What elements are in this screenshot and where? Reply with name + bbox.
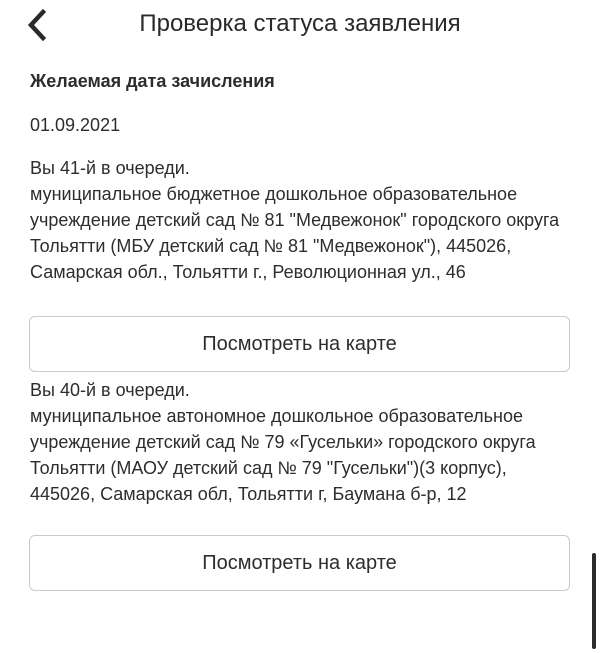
- application-status-content: [30, 66, 575, 591]
- desired-date-value: 01.09.2021: [30, 115, 121, 135]
- institution-address: муниципальное автономное дошкольное образовательное учреждение детский сад № 79 «Гусельки» городского округа Тольятти (МАОУ детский сад № 79 "Гусельки")(3 корпус), 445026, Самарская обл, Тольятти г, Баумана б-р, 12: [30, 406, 536, 504]
- queue-entry: [30, 377, 575, 507]
- queue-position: Вы 41-й в очереди.: [30, 158, 190, 178]
- view-on-map-button[interactable]: Посмотреть на карте: [29, 316, 570, 372]
- scrollbar[interactable]: [592, 553, 596, 649]
- queue-entry: [30, 155, 575, 285]
- view-on-map-button[interactable]: Посмотреть на карте: [29, 535, 570, 591]
- queue-position: Вы 40-й в очереди.: [30, 380, 190, 400]
- header: [0, 0, 600, 50]
- institution-address: муниципальное бюджетное дошкольное образовательное учреждение детский сад № 81 "Медвежонок" городского округа Тольятти (МБУ детский сад № 81 "Медвежонок"), 445026, Самарская обл., Тольятти г., Революционная ул., 46: [30, 184, 560, 282]
- page-title: Проверка статуса заявления: [139, 10, 461, 37]
- desired-date-label: Желаемая дата зачисления: [30, 71, 275, 91]
